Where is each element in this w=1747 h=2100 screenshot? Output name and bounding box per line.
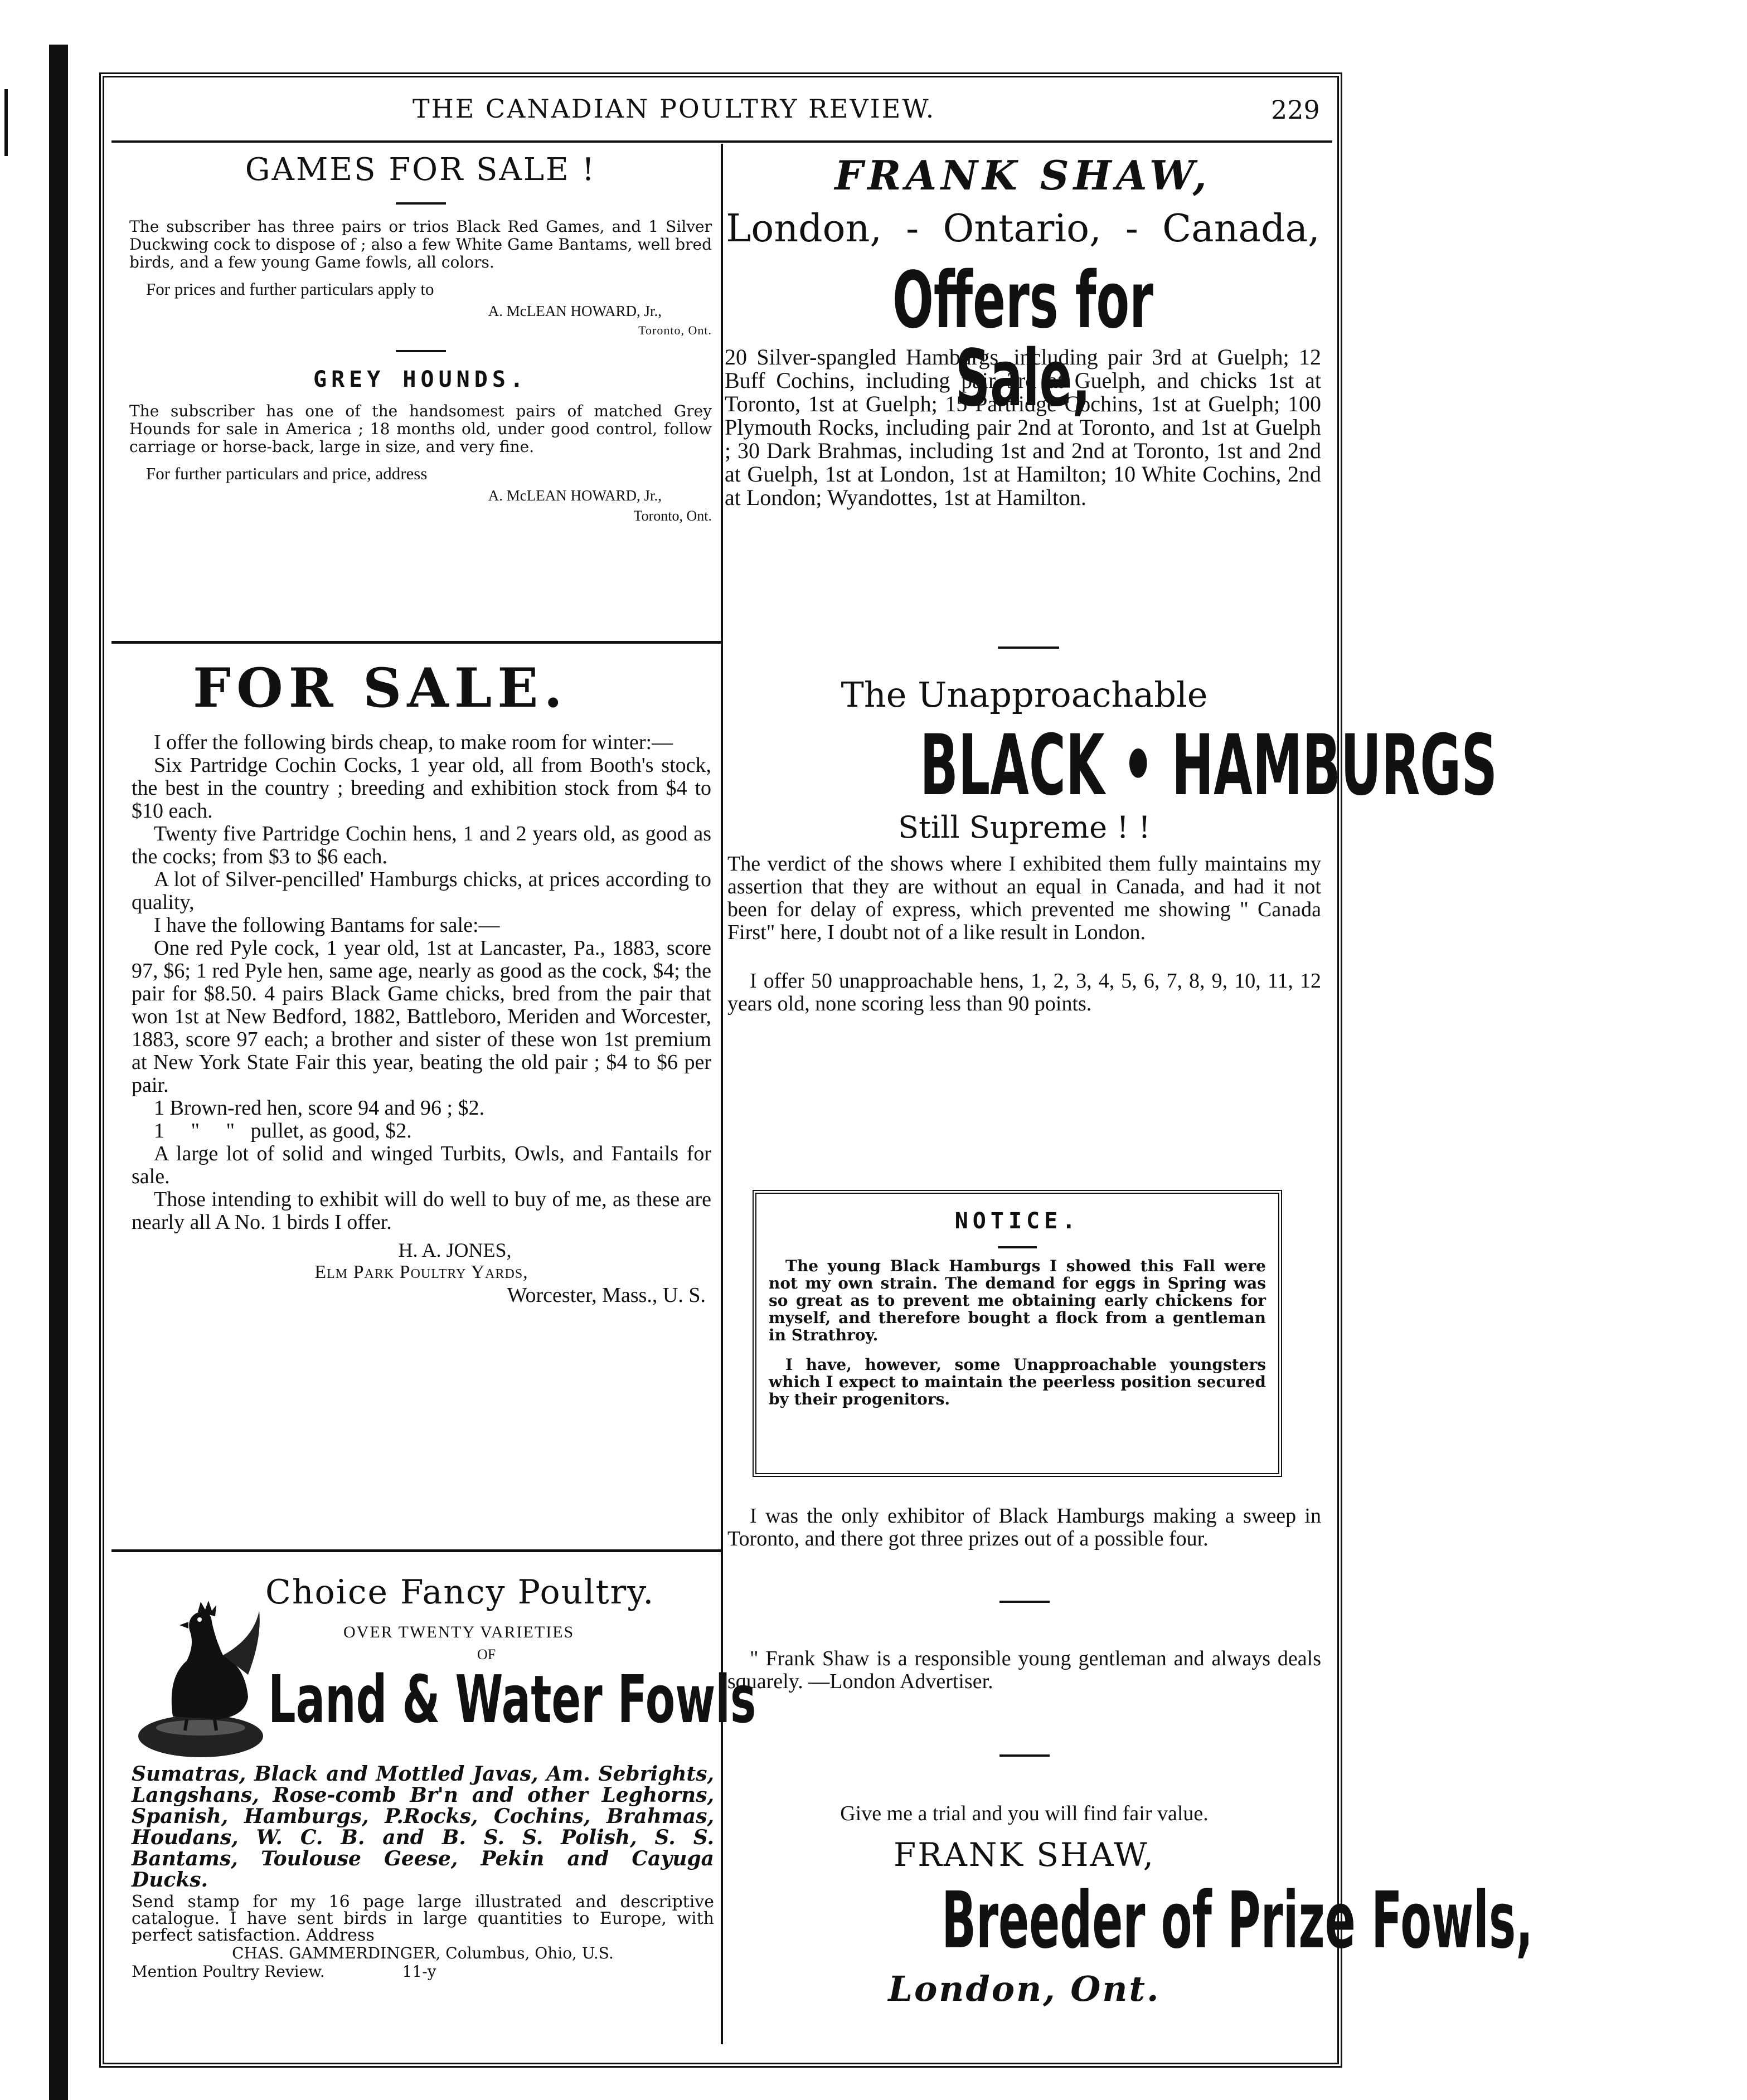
fancy-title: Choice Fancy Poultry. [265,1573,655,1612]
shaw-p1: I was the only exhibitor of Black Hamburgs making a sweep in Toronto, and there got three prizes out of a possible four. [727,1504,1321,1550]
shaw-trial: Give me a trial and you will find fair value. [840,1802,1209,1825]
games-apply: For prices and further particulars apply to [146,279,434,299]
page-number: 229 [1271,95,1320,125]
shaw-name: FRANK SHAW, [834,152,1211,199]
divider [998,1246,1037,1248]
divider [396,350,446,352]
hamburgs-p1: The verdict of the shows where I exhibited them fully maintains my assertion that they are without an equal in Canada, and had it not been for delay of express, which prevented me showing " Canada First" here, I doubt not of a like result in London. [727,852,1321,944]
forsale-p7: 1 Brown-red hen, score 94 and 96 ; $2. [154,1096,485,1120]
shaw-list: 20 Silver-spangled Hamburgs, including pair 3rd at Guelph; 12 Buff Cochins, including pair 3rd at Guelph, and chicks 1st at Toronto, 1st at Guelph; 15 Partridge Cochins, 1st at Guelph; 100 Plymouth Rocks, including pair 2nd at Toronto, and 1st at Guelph ; 30 Dark Brahmas, including 1st and 2nd at Toronto, 1st and 2nd at Guelph, 1st at London, 1st at Hamilton; 10 White Cochins, 2nd at London; Wyandottes, 1st at Hamilton. [725,344,1321,510]
left-section-rule-2 [111,1549,721,1552]
hounds-apply: For further particulars and price, address [146,464,428,483]
shaw-breeder: Breeder of Prize Fowls, [942,1875,1534,1966]
fancy-body: Send stamp for my 16 page large illustrated and descriptive catalogue. I have sent birds in large quantities to Europe, with perfect satisfaction. Address [132,1892,714,1945]
games-sign-name: A. McLEAN HOWARD, Jr., [488,303,662,319]
hamburgs-still: Still Supreme ! ! [898,810,1151,845]
hounds-sign-name: A. McLEAN HOWARD, Jr., [488,487,662,504]
hounds-body: The subscriber has one of the handsomest pairs of matched Grey Hounds for sale in America ; 18 months old, under good control, follow carriage or horse-back, large in size, and very fine. [129,402,712,456]
hamburgs-intro: The Unapproachable [841,674,1208,715]
shaw-quote: " Frank Shaw is a responsible young gentleman and always deals squarely. —London Advertiser. [727,1647,1321,1693]
notice-box [753,1190,1282,1477]
hamburgs-ad [727,674,1498,1015]
notice-title: NOTICE. [954,1208,1080,1234]
divider [396,202,446,205]
divider [998,646,1059,649]
forsale-sign-yard: Elm Park Poultry Yards, [314,1262,528,1282]
fancy-big: Land & Water Fowls [268,1661,756,1738]
column-divider [721,144,723,2044]
forsale-p8: 1 " " pullet, as good, $2. [154,1119,412,1143]
forsale-sign-name: H. A. JONES, [398,1239,512,1261]
forsale-p10: Those intending to exhibit will do well to buy of me, as these are nearly all A No. 1 birds I offer. [132,1188,711,1234]
binding-edge [49,45,68,2100]
header-rule [111,140,1332,143]
games-sign-place: Toronto, Ont. [638,323,712,337]
shaw-place: London, Ont. [888,1968,1161,2009]
fancy-sign: CHAS. GAMMERDINGER, Columbus, Ohio, U.S. [232,1944,614,1962]
hounds-title: GREY HOUNDS. [313,367,528,392]
hounds-sign-place: Toronto, Ont. [633,508,712,524]
shaw-top-ad [725,152,1321,509]
hamburgs-p2: I offer 50 unapproachable hens, 1, 2, 3, 4, 5, 6, 7, 8, 9, 10, 11, 12 years old, none scoring less than 90 points. [727,969,1321,1015]
binding-mark [4,89,8,156]
forsale-p5: I have the following Bantams for sale:— [154,913,500,937]
fancy-code: 11-y [402,1962,436,1981]
forsale-ad [132,658,711,1307]
forsale-title: FOR SALE. [193,657,568,720]
left-section-rule-1 [111,641,721,644]
divider [999,1601,1050,1603]
forsale-p6: One red Pyle cock, 1 year old, 1st at Lancaster, Pa., 1883, score 97, $6; 1 red Pyle hen, same age, nearly as good as the cock, $4; the pair for $8.50. 4 pairs Black Game chicks, bred from the pair that won 1st at New Bedford, 1882, Battleboro, Meriden and Worcester, 1883, score 97 each; a brother and sister of these won 1st premium at New York State Fair this year, beating the old pair ; $4 to $6 per pair. [132,936,711,1097]
forsale-p2: Six Partridge Cochin Cocks, 1 year old, all from Booth's stock, the best in the country ; breeding and exhibition stock from $4 to $10 each. [132,754,711,823]
notice-p1: The young Black Hamburgs I showed this Fall were not my own strain. The demand for eggs in Spring was so great as to prevent me obtaining early chickens for myself, and therefore bought a flock from a gentleman in Strathroy. [769,1257,1266,1344]
fancy-mention: Mention Poultry Review. [132,1962,325,1981]
shaw-location: London, - Ontario, - Canada, [726,207,1320,251]
fancy-ad [132,1573,756,1981]
forsale-p9: A large lot of solid and winged Turbits, Owls, and Fantails for sale. [132,1142,711,1188]
divider [999,1754,1050,1757]
shaw-bottom-ad [727,1504,1534,2009]
forsale-p4: A lot of Silver-pencilled' Hamburgs chicks, at prices according to quality, [132,868,711,914]
shaw-bottom-name: FRANK SHAW, [893,1836,1156,1874]
fancy-sub2: OF [477,1646,496,1662]
notice-p2: I have, however, some Unapproachable youngsters which I expect to maintain the peerless position secured by their progenitors. [769,1355,1266,1408]
forsale-p3: Twenty five Partridge Cochin hens, 1 and 2 years old, as good as the cocks; from $3 to $6 each. [132,822,711,868]
fancy-sub1: OVER TWENTY VARIETIES [343,1623,575,1641]
forsale-sign-place: Worcester, Mass., U. S. [507,1284,706,1307]
hamburgs-big: BLACK • HAMBURGS [920,717,1498,814]
fancy-varieties: Sumatras, Black and Mottled Javas, Am. Sebrights, Langshans, Rose-comb Br'n and other Leghorns, Spanish, Hamburgs, P.Rocks, Cochins, Brahmas, Houdans, W. C. B. and B. S. S. Polish, S. S. Bantams, Toulouse Geese, Pekin and Cayuga Ducks. [132,1762,714,1892]
games-ad [129,152,712,524]
forsale-p1: I offer the following birds cheap, to make room for winter:— [154,731,673,754]
shaw-offers: Offers for Sale, [892,255,1153,424]
running-title: THE CANADIAN POULTRY REVIEW. [413,94,936,124]
games-title: GAMES FOR SALE ! [245,152,596,188]
games-body: The subscriber has three pairs or trios Black Red Games, and 1 Silver Duckwing cock to dispose of ; also a few White Game Bantams, well bred birds, and a few young Game fowls, all colors. [129,217,712,271]
